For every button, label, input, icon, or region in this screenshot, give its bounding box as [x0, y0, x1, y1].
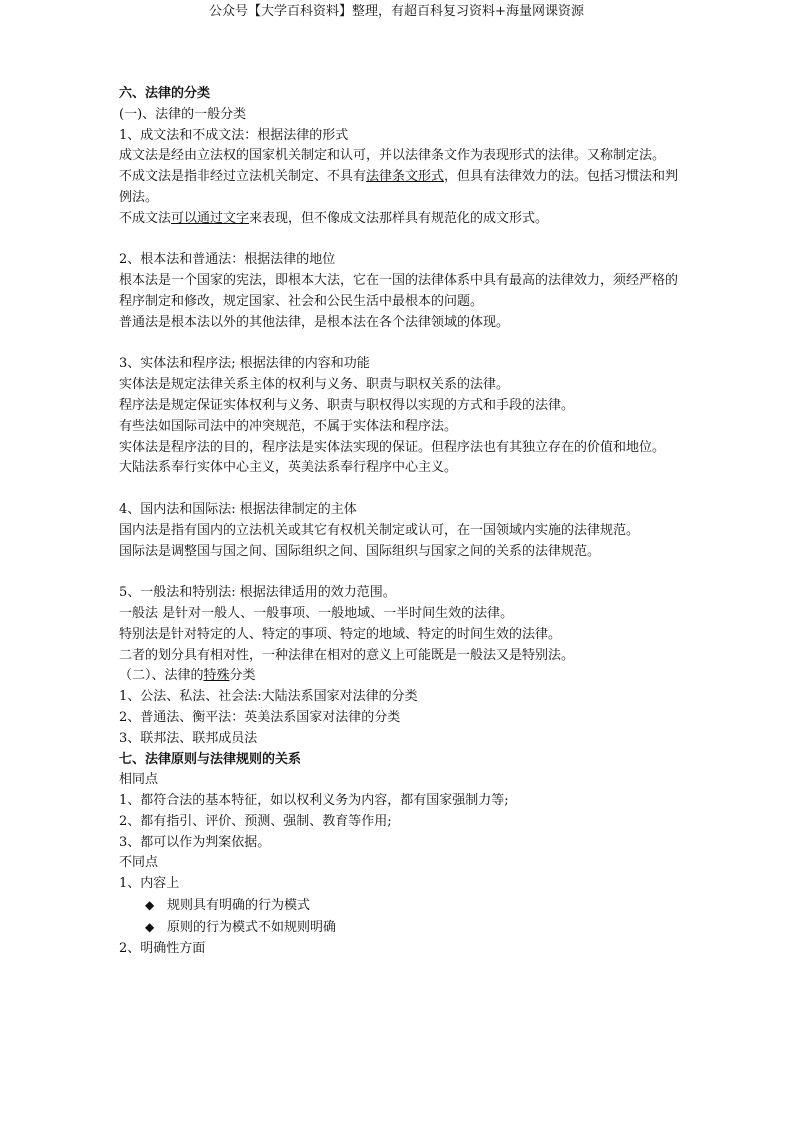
underlined-text: 特殊: [203, 668, 230, 684]
list-item: 3、联邦法、联邦成员法: [119, 730, 258, 746]
paragraph: 实体法是规定法律关系主体的权利与义务、职责与职权关系的法律。: [119, 377, 510, 393]
paragraph: 程序法是规定保证实体权利与义务、职责与职权得以实现的方式和手段的法律。: [119, 397, 575, 413]
category-heading-1: 1、成文法和不成文法：根据法律的形式: [119, 127, 349, 143]
paragraph: 有些法如国际司法中的冲突规范，不属于实体法和程序法。: [119, 418, 458, 434]
paragraph: 大陆法系奉行实体中心主义，英美法系奉行程序中心主义。: [119, 460, 458, 476]
list-item: 3、都可以作为判案依据。: [119, 834, 271, 850]
document-body: [119, 84, 679, 959]
paragraph: 不成文法可以通过文字来表现，但不像成文法那样具有规范化的成文形式。: [119, 210, 549, 226]
paragraph: 成文法是经由立法权的国家机关制定和认可，并以法律条文作为表现形式的法律。又称制定法。: [119, 148, 666, 164]
differences-label: 不同点: [119, 855, 159, 871]
category-heading-4: 4、国内法和国际法: 根据法律制定的主体: [119, 501, 357, 517]
bullet-item: ◆ 原则的行为模式不如规则明确: [119, 917, 679, 939]
page-header: 公众号【大学百科资料】整理，有超百科复习资料+海量网课资源: [209, 4, 584, 19]
section-title-6: 六、法律的分类: [119, 86, 211, 101]
similarities-label: 相同点: [119, 772, 159, 788]
category-heading-2: 2、根本法和普通法：根据法律的地位: [119, 252, 336, 268]
section-title-7: 七、法律原则与法律规则的关系: [119, 751, 302, 767]
paragraph: 特别法是针对特定的人、特定的事项、特定的地域、特定的时间生效的法律。: [119, 626, 562, 642]
subsection-special: （二）、法律的特殊分类: [119, 668, 256, 684]
underlined-text: 法律条文形式: [366, 169, 445, 185]
category-heading-3: 3、实体法和程序法; 根据法律的内容和功能: [119, 356, 370, 372]
paragraph: 普通法是根本法以外的其他法律，是根本法在各个法律领域的体现。: [119, 314, 510, 330]
diamond-bullet-icon: ◆: [145, 919, 155, 934]
bullet-item: ◆ 规则具有明确的行为模式: [119, 895, 679, 917]
paragraph: 国内法是指有国内的立法机关或其它有权机关制定或认可，在一国领域内实施的法律规范。: [119, 522, 640, 538]
list-item: 1、内容上: [119, 876, 180, 892]
paragraph: 实体法是程序法的目的，程序法是实体法实现的保证。但程序法也有其独立存在的价值和地位。: [119, 439, 666, 455]
category-heading-5: 5、一般法和特别法: 根据法律适用的效力范围。: [119, 585, 396, 601]
list-item: 1、都符合法的基本特征，如以权利义务为内容，都有国家强制力等;: [119, 793, 509, 809]
paragraph: 国际法是调整国与国之间、国际组织之间、国际组织与国家之间的关系的法律规范。: [119, 543, 601, 559]
subsection-general: (一)、法律的一般分类: [119, 106, 247, 122]
paragraph: 一般法 是针对一般人、一般事项、一般地域、一半时间生效的法律。: [119, 605, 514, 621]
paragraph: 根本法是一个国家的宪法，即根本大法，它在一国的法律体系中具有最高的法律效力，须经严格的程序制定和修改，规定国家、社会和公民生活中最根本的问题。: [119, 273, 679, 309]
paragraph: 二者的划分具有相对性，一种法律在相对的意义上可能既是一般法又是特别法。: [119, 647, 575, 663]
list-item: 2、明确性方面: [119, 940, 206, 956]
list-item: 2、都有指引、评价、预测、强制、教育等作用;: [119, 813, 392, 829]
paragraph: 不成文法是指非经过立法机关制定、不具有法律条文形式，但具有法律效力的法。包括习惯法和判例法。: [119, 169, 679, 205]
diamond-bullet-icon: ◆: [145, 898, 155, 913]
list-item: 1、公法、私法、社会法:大陆法系国家对法律的分类: [119, 689, 418, 705]
underlined-text: 可以通过文字: [171, 210, 250, 226]
list-item: 2、普通法、衡平法：英美法系国家对法律的分类: [119, 709, 401, 725]
